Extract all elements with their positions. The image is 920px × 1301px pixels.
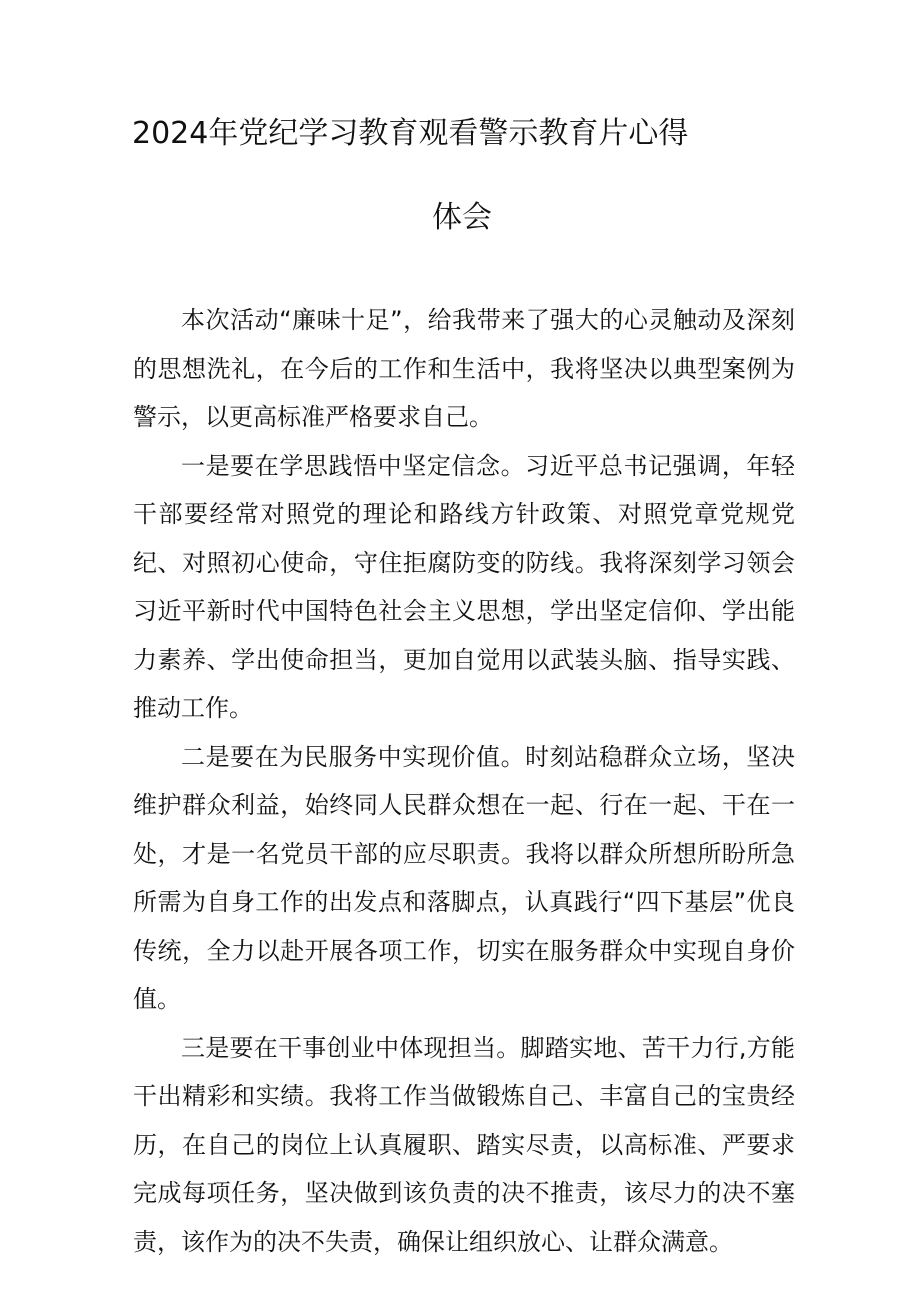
paragraph-point-1: 一是要在学思践悟中坚定信念。习近平总书记强调，年轻干部要经常对照党的理论和路线方针政策、对照党章党规党纪、对照初心使命，守住拒腐防变的防线。我将深刻学习领会习近平新时代中国特色社会主义思想，学出坚定信仰、学出能力素养、学出使命担当，更加自觉用以武装头脑、指导实践、推动工作。 — [133, 451, 795, 722]
paragraph-point-3: 三是要在干事创业中体现担当。脚踏实地、苦干力行,方能干出精彩和实绩。我将工作当做锻炼自己、丰富自己的宝贵经历，在自己的岗位上认真履职、踏实尽责，以高标准、严要求完成每项任务，坚决做到该负责的决不推责，该尽力的决不塞责，该作为的决不失责，确保让组织放心、让群众满意。 — [133, 1033, 795, 1256]
paragraph-point-2: 二是要在为民服务中实现价值。时刻站稳群众立场，坚决维护群众利益，始终同人民群众想在一起、行在一起、干在一处，才是一名党员干部的应尽职责。我将以群众所想所盼所急所需为自身工作的出发点和落脚点，认真践行“四下基层”优良传统，全力以赴开展各项工作，切实在服务群众中实现自身价值。 — [133, 742, 795, 1013]
document-body — [133, 296, 795, 1266]
document-title-line-1: 2024年党纪学习教育观看警示教育片心得 — [132, 116, 689, 151]
paragraph-intro: 本次活动“廉味十足”，给我带来了强大的心灵触动及深刻的思想洗礼，在今后的工作和生活中，我将坚决以典型案例为警示，以更高标准严格要求自己。 — [133, 306, 795, 431]
document-title-line-2: 体会 — [432, 200, 492, 235]
